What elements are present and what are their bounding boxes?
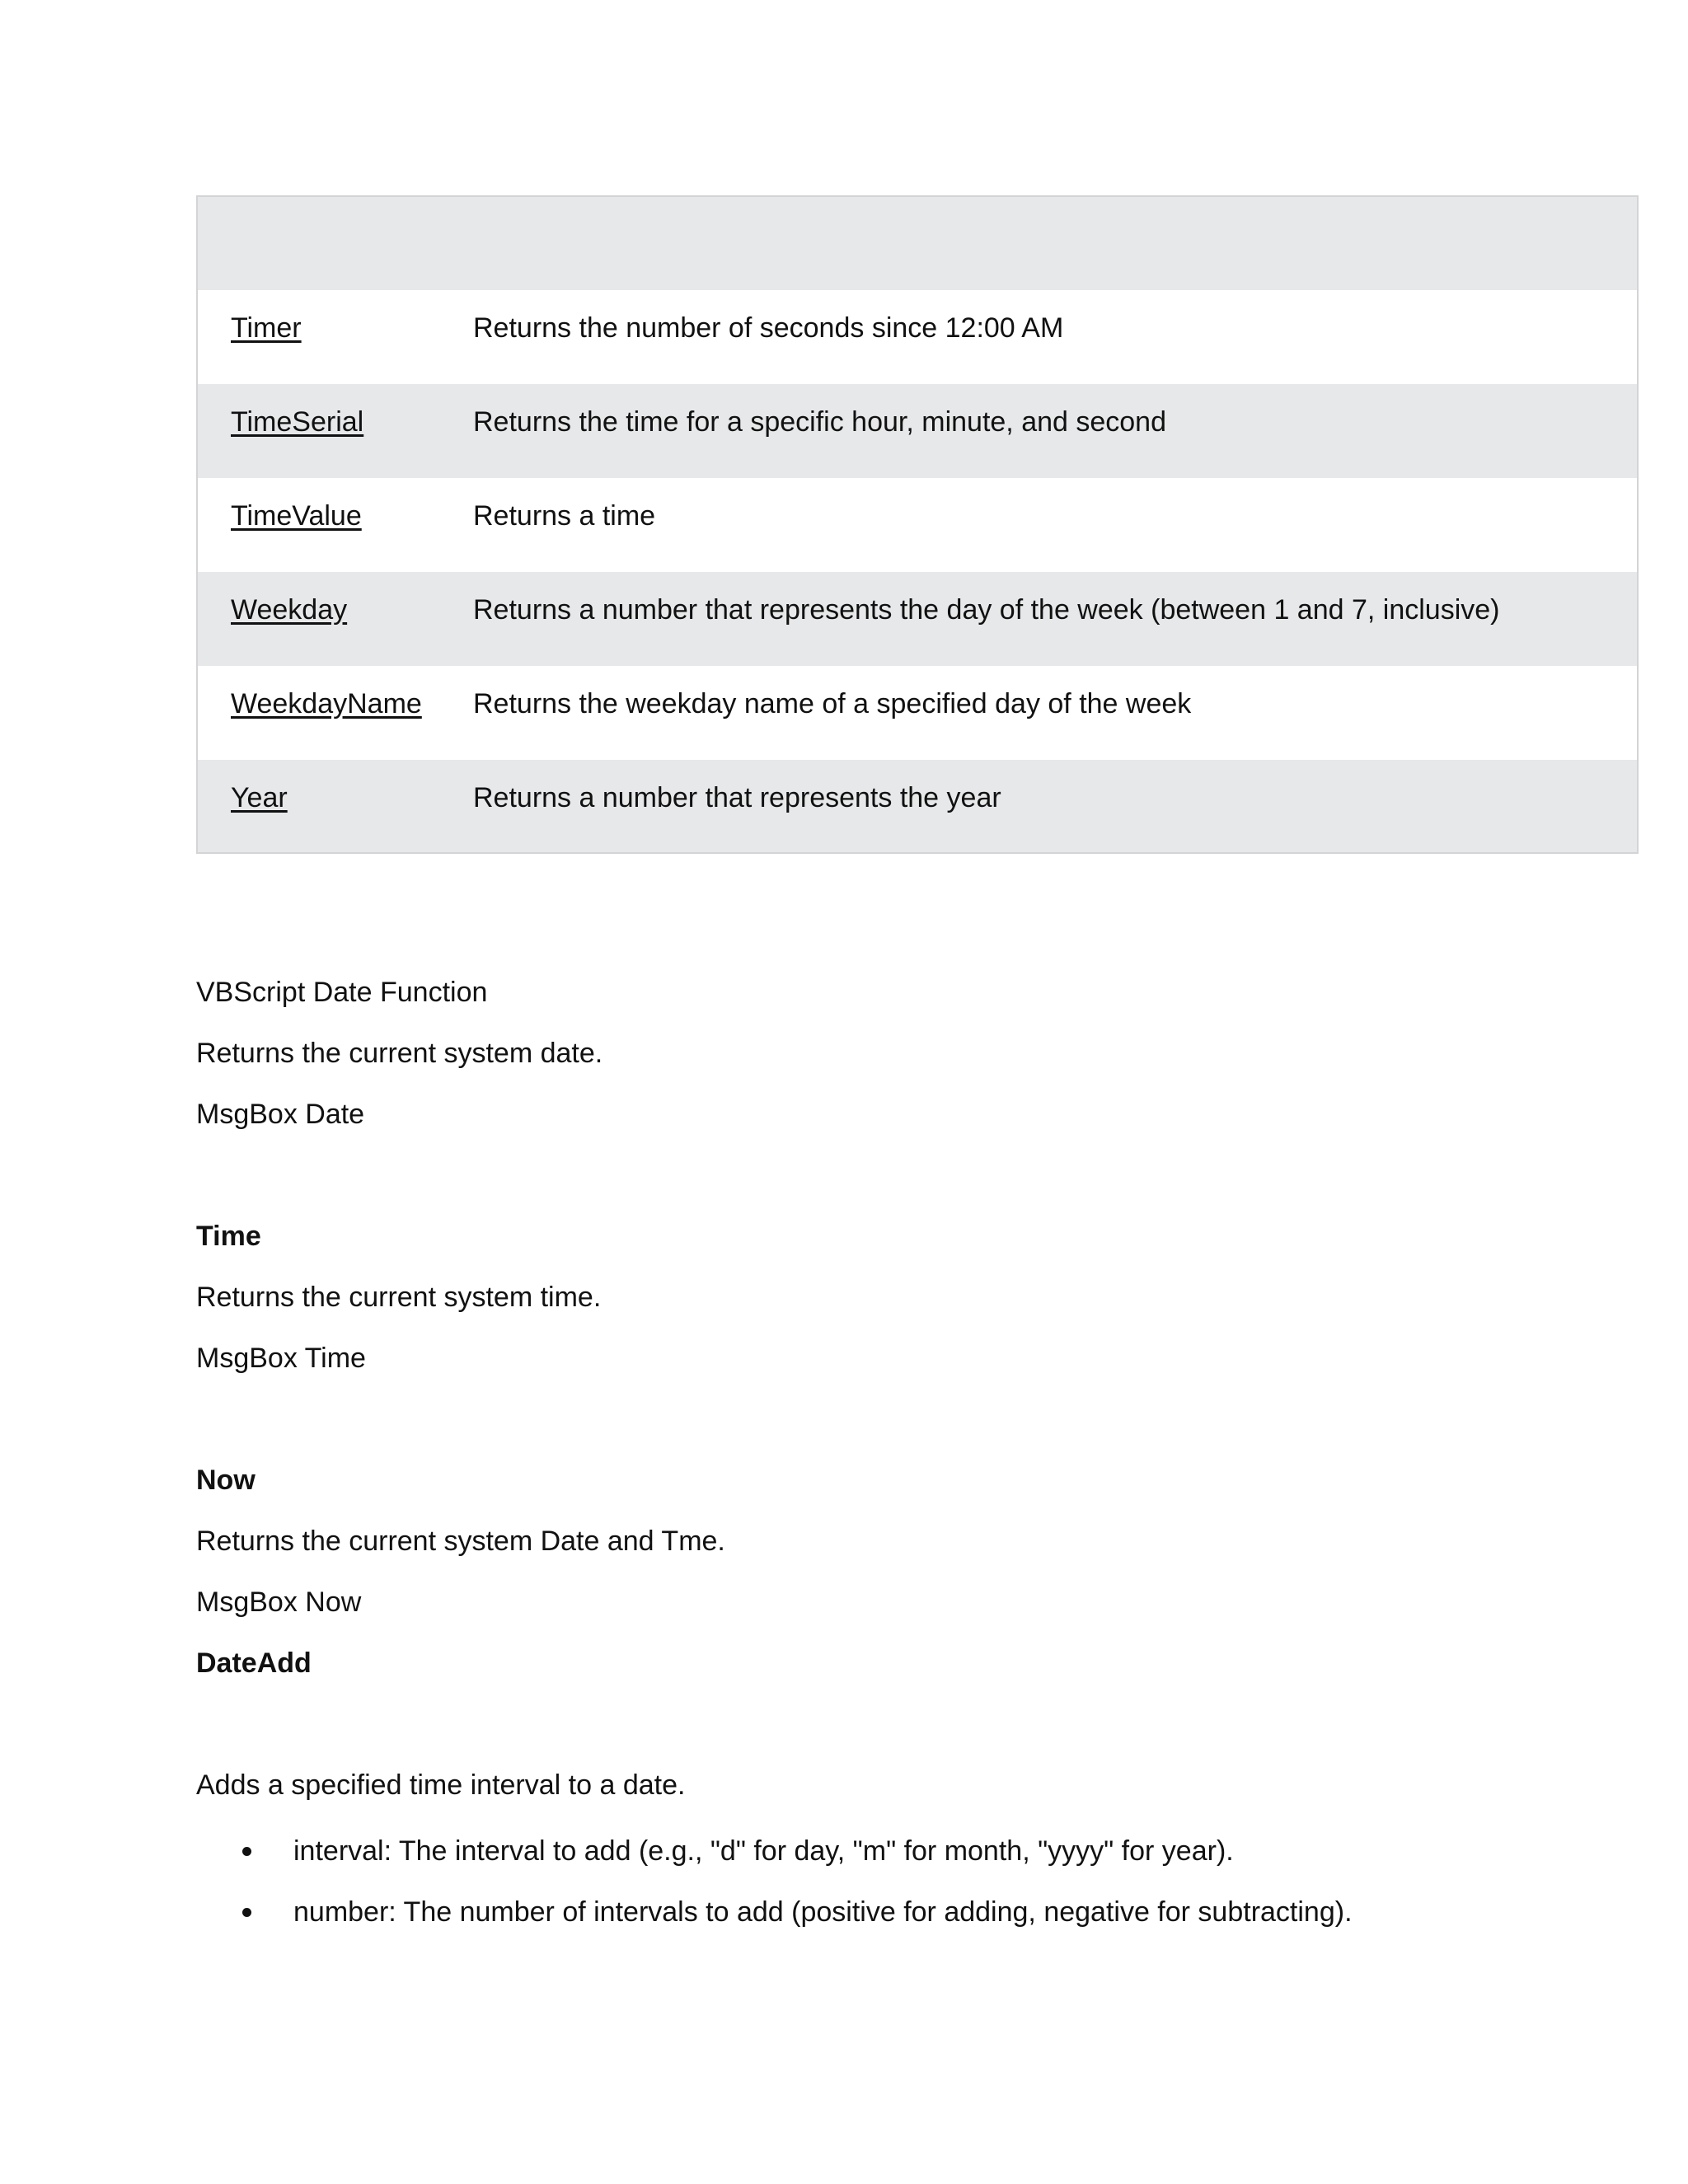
bullet-icon — [242, 1847, 251, 1856]
table-row — [198, 290, 1637, 384]
date-description: Returns the current system date. — [196, 1038, 603, 1069]
function-link-timer[interactable]: Timer — [231, 312, 302, 344]
function-link-timevalue[interactable]: TimeValue — [231, 500, 362, 532]
dateadd-description: Adds a specified time interval to a date. — [196, 1769, 686, 1801]
table-row — [198, 384, 1637, 478]
now-description: Returns the current system Date and Tme. — [196, 1526, 725, 1557]
dateadd-heading: DateAdd — [196, 1647, 312, 1679]
function-description: Returns a number that represents the day of the week (between 1 and 7, inclusive) — [473, 594, 1500, 626]
bullet-icon — [242, 1908, 251, 1917]
function-description: Returns a number that represents the year — [473, 782, 1001, 813]
function-table — [196, 195, 1639, 854]
table-row — [198, 666, 1637, 760]
table-row — [198, 572, 1637, 666]
function-description: Returns the time for a specific hour, minute, and second — [473, 406, 1167, 438]
function-description: Returns a time — [473, 500, 656, 532]
function-link-weekday[interactable]: Weekday — [231, 594, 348, 626]
function-description: Returns the number of seconds since 12:00 AM — [473, 312, 1064, 344]
time-example: MsgBox Time — [196, 1343, 366, 1374]
table-row — [198, 478, 1637, 572]
list-item-text: interval: The interval to add (e.g., "d" for day, "m" for month, "yyyy" for year). — [293, 1835, 1234, 1867]
time-heading: Time — [196, 1221, 261, 1252]
date-example: MsgBox Date — [196, 1099, 365, 1130]
table-row — [198, 760, 1637, 852]
date-heading: VBScript Date Function — [196, 977, 488, 1008]
now-example: MsgBox Now — [196, 1586, 362, 1618]
function-link-year[interactable]: Year — [231, 782, 288, 813]
function-link-weekdayname[interactable]: WeekdayName — [231, 688, 422, 719]
now-heading: Now — [196, 1465, 256, 1496]
table-header-row — [198, 197, 1637, 290]
function-link-timeserial[interactable]: TimeSerial — [231, 406, 364, 438]
function-description: Returns the weekday name of a specified day of the week — [473, 688, 1192, 719]
list-item-text: number: The number of intervals to add (positive for adding, negative for subtracting). — [293, 1896, 1353, 1928]
time-description: Returns the current system time. — [196, 1282, 602, 1313]
